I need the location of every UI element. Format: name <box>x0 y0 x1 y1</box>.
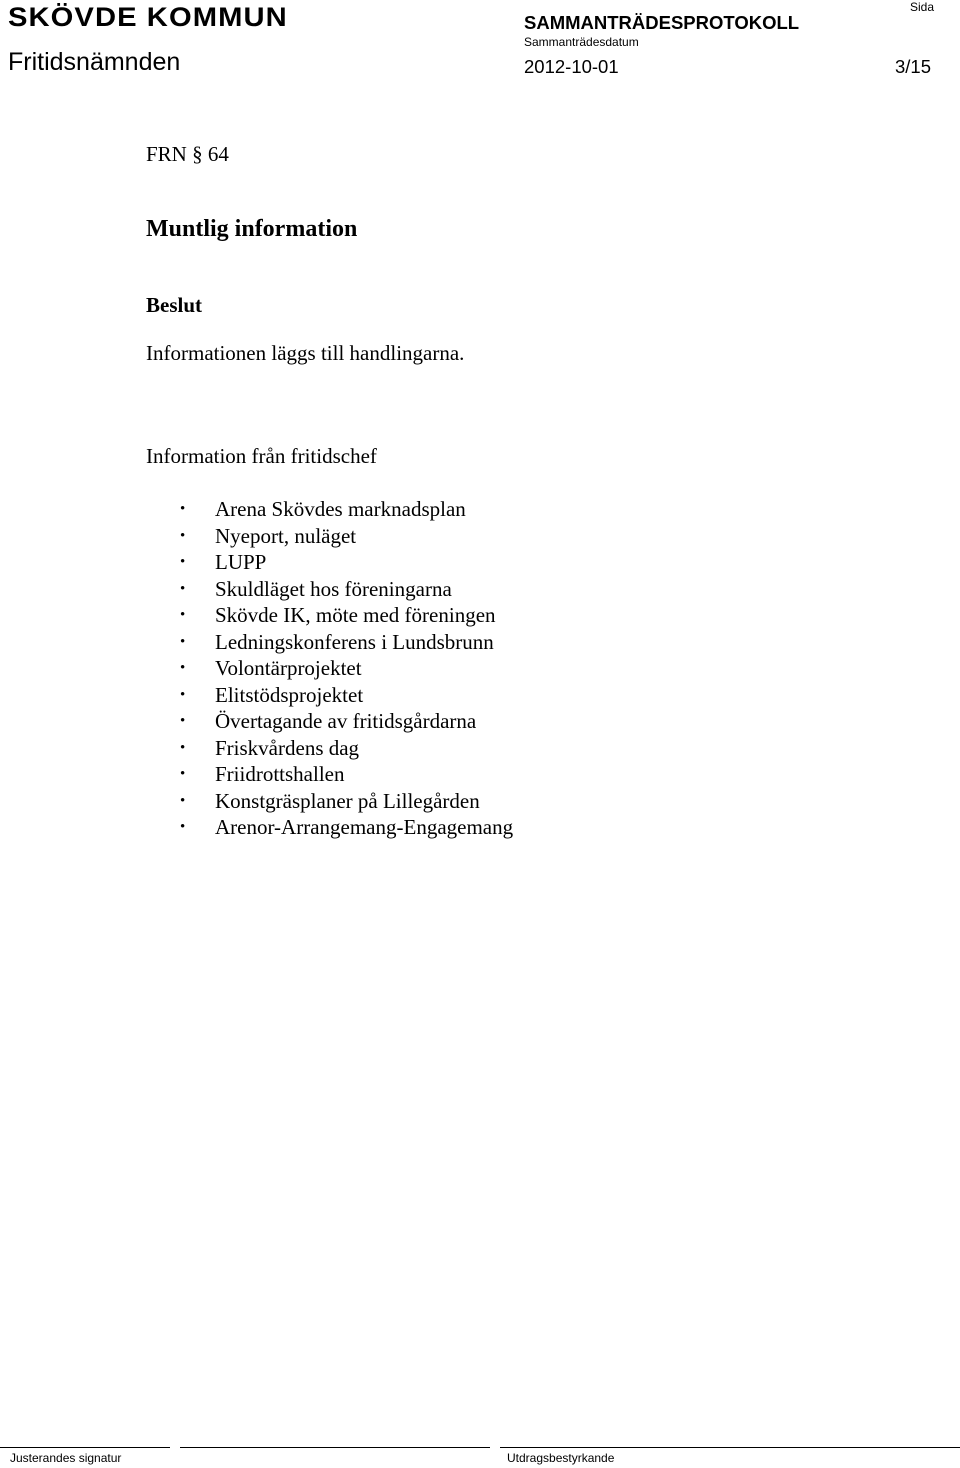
list-item-label: Elitstödsprojektet <box>215 682 364 707</box>
list-item-label: Ledningskonferens i Lundsbrunn <box>215 629 494 654</box>
list-item-label: Konstgräsplaner på Lillegården <box>215 788 480 813</box>
list-item-label: Övertagande av fritidsgårdarna <box>215 709 477 733</box>
page-number: 3/15 <box>895 56 932 77</box>
decision-heading: Beslut <box>146 293 203 317</box>
list-item-label: Skövde IK, möte med föreningen <box>215 603 496 627</box>
list-item-label: Arenor-Arrangemang-Engagemang <box>215 815 514 839</box>
page-title: Muntlig information <box>146 216 358 242</box>
list-item-label: LUPP <box>215 550 267 574</box>
bullet-icon: • <box>180 819 186 835</box>
list-item-label: Friskvårdens dag <box>215 735 360 760</box>
list-item-label: Skuldläget hos föreningarna <box>215 576 452 601</box>
list-item-label: Friidrottshallen <box>215 762 345 786</box>
bullet-icon: • <box>180 686 186 703</box>
document-type: SAMMANTRÄDESPROTOKOLL <box>524 12 800 33</box>
page-label: Sida <box>910 0 935 14</box>
info-heading: Information från fritidschef <box>146 444 377 468</box>
bullet-icon: • <box>180 713 186 729</box>
list-item-label: Nyeport, nuläget <box>215 523 357 548</box>
footer-divider <box>180 1447 490 1448</box>
signature-label: Justerandes signatur <box>10 1451 122 1465</box>
bullet-icon: • <box>180 739 186 756</box>
bullet-icon: • <box>180 633 186 650</box>
footer-divider <box>0 1447 170 1448</box>
decision-text: Informationen läggs till handlingarna. <box>146 341 465 365</box>
bullet-icon: • <box>180 792 186 809</box>
municipality-logo: SKÖVDE KOMMUN <box>8 2 288 32</box>
date-label: Sammanträdesdatum <box>524 35 639 49</box>
bullet-icon: • <box>180 766 186 782</box>
extract-label: Utdragsbestyrkande <box>507 1451 615 1465</box>
bullet-icon: • <box>180 501 186 517</box>
bullet-icon: • <box>180 660 186 676</box>
bullet-icon: • <box>180 580 186 597</box>
list-item-label: Arena Skövdes marknadsplan <box>215 497 466 521</box>
meeting-date: 2012-10-01 <box>524 56 619 77</box>
section-number: FRN § 64 <box>146 142 229 166</box>
bullet-icon: • <box>180 607 186 623</box>
list-item-label: Volontärprojektet <box>215 656 362 680</box>
bullet-icon: • <box>180 554 186 570</box>
footer-divider <box>500 1447 960 1448</box>
bullet-icon: • <box>180 527 186 544</box>
committee-name: Fritidsnämnden <box>8 48 181 76</box>
